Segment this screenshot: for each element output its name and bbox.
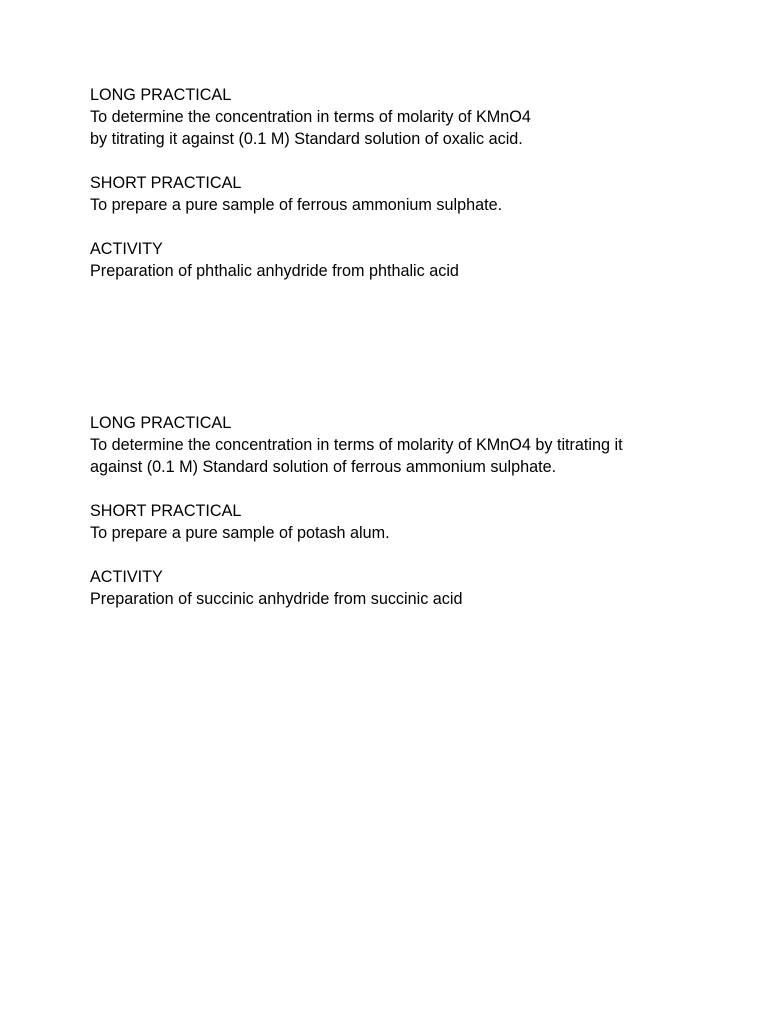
long-practical-line: To determine the concentration in terms of molarity of KMnO4 bbox=[90, 108, 531, 126]
practical-set-2 bbox=[90, 412, 690, 632]
long-practical-heading: LONG PRACTICAL bbox=[90, 86, 232, 104]
long-practical-line: by titrating it against (0.1 M) Standard solution of oxalic acid. bbox=[90, 130, 523, 148]
activity-heading: ACTIVITY bbox=[90, 568, 163, 586]
short-practical-block bbox=[90, 500, 690, 544]
activity-block bbox=[90, 238, 690, 282]
long-practical-block bbox=[90, 84, 690, 150]
short-practical-heading: SHORT PRACTICAL bbox=[90, 174, 242, 192]
short-practical-block bbox=[90, 172, 690, 216]
short-practical-line: To prepare a pure sample of ferrous ammonium sulphate. bbox=[90, 196, 503, 214]
long-practical-heading: LONG PRACTICAL bbox=[90, 414, 232, 432]
short-practical-heading: SHORT PRACTICAL bbox=[90, 502, 242, 520]
activity-line: Preparation of phthalic anhydride from phthalic acid bbox=[90, 262, 459, 280]
activity-line: Preparation of succinic anhydride from succinic acid bbox=[90, 590, 463, 608]
long-practical-line: To determine the concentration in terms of molarity of KMnO4 by titrating it bbox=[90, 436, 623, 454]
practical-set-1 bbox=[90, 84, 690, 304]
activity-heading: ACTIVITY bbox=[90, 240, 163, 258]
long-practical-block bbox=[90, 412, 690, 478]
activity-block bbox=[90, 566, 690, 610]
long-practical-line: against (0.1 M) Standard solution of ferrous ammonium sulphate. bbox=[90, 458, 557, 476]
short-practical-line: To prepare a pure sample of potash alum. bbox=[90, 524, 390, 542]
